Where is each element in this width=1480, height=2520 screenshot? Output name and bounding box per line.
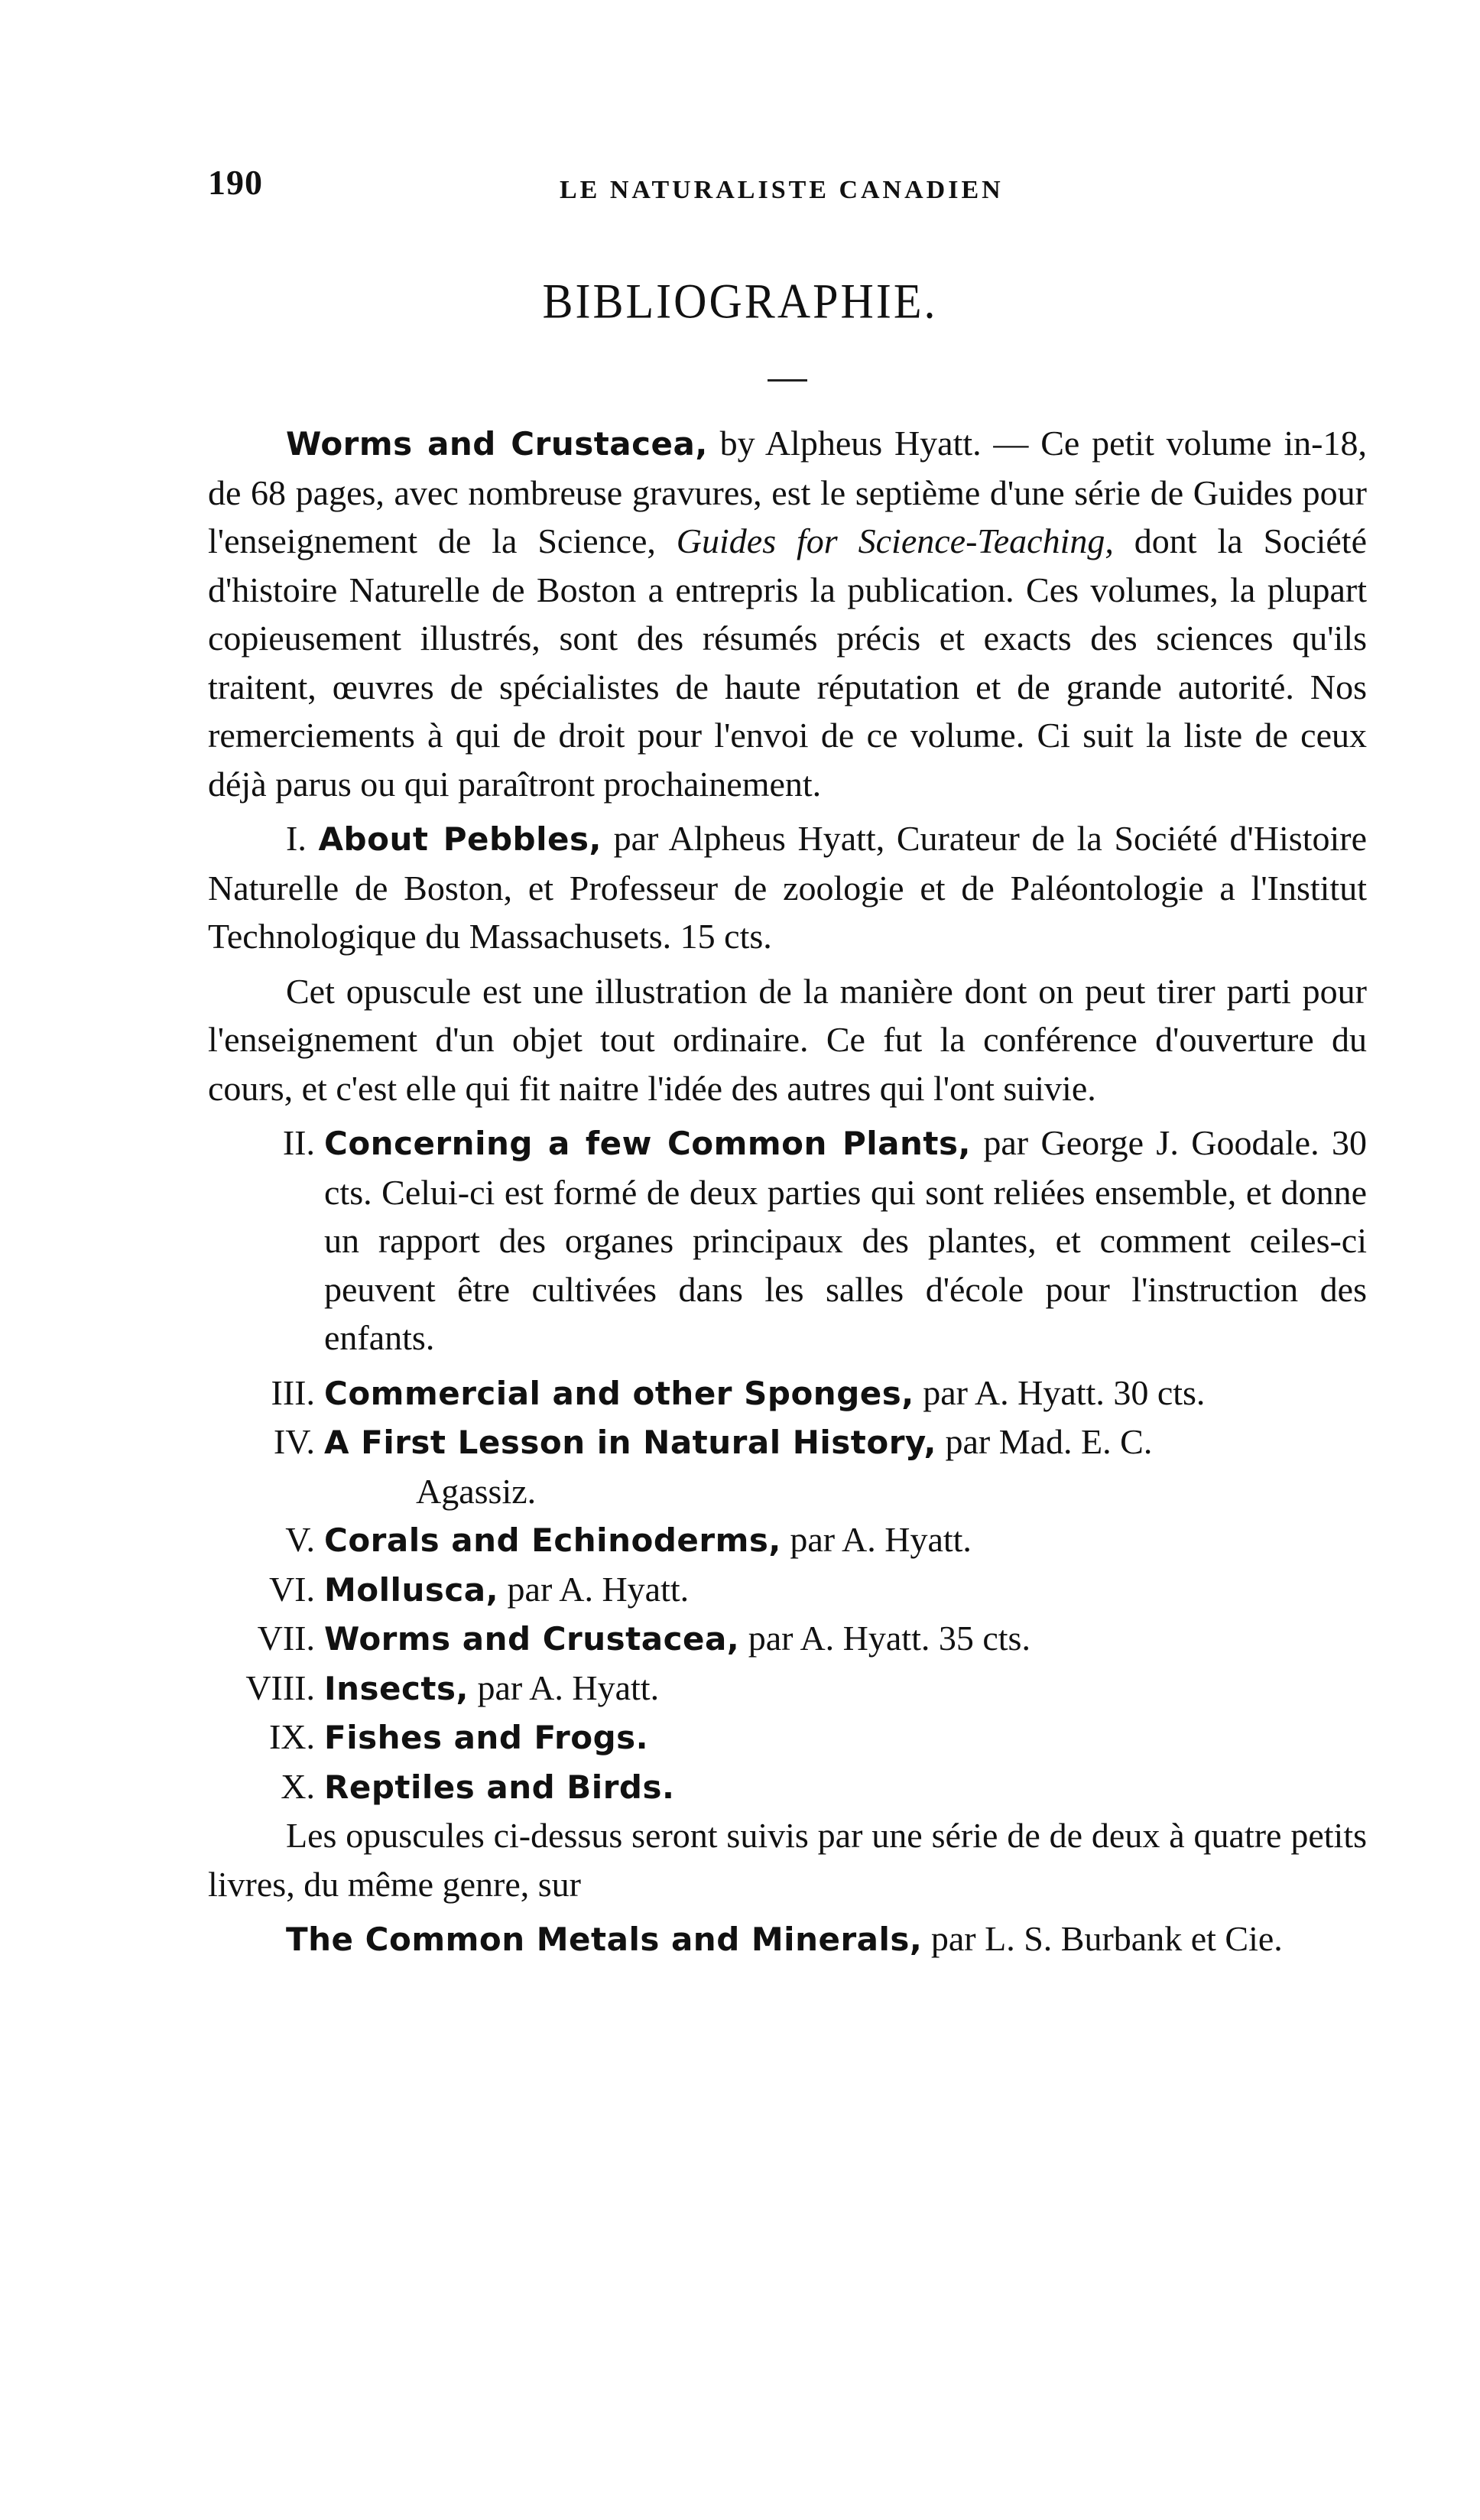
page-number: 190	[208, 163, 263, 202]
list-item-title: About Pebbles,	[318, 820, 602, 858]
list-item-text: par George J. Goodale. 30 cts. Celui-ci est formé de deux parties qui sont reliées ensemble, et donne un rapport des organes principaux des plantes, et comment ceiles-ci peuvent être cultivées dans les salles d'école pour l'instruction des enfants.	[324, 1123, 1367, 1357]
list-item-7	[208, 1614, 1367, 1664]
final-entry-title: The Common Metals and Minerals,	[286, 1921, 923, 1958]
list-item-9	[208, 1713, 1367, 1762]
list-item-text: par A. Hyatt. 35 cts.	[739, 1619, 1030, 1658]
list-item-number: V.	[285, 1520, 315, 1559]
list-item-number: VI.	[268, 1569, 315, 1609]
final-entry-text: par L. S. Burbank et Cie.	[922, 1919, 1283, 1958]
list-item-text: par Alpheus Hyatt, Curateur de la Société d'Histoire Naturelle de Boston, et Professeur de zoologie et de Paléontologie a l'Institut Technologique du Massachusets. 15 cts.	[208, 819, 1368, 956]
list-item-10	[208, 1762, 1367, 1812]
list-item-title: Worms and Crustacea,	[324, 1620, 740, 1658]
list-item-title: Corals and Echinoderms,	[324, 1521, 781, 1559]
list-item-title: Concerning a few Common Plants,	[324, 1125, 971, 1162]
list-item-title: Reptiles and Birds.	[324, 1768, 675, 1806]
list-item-title: Insects,	[324, 1669, 469, 1707]
list-item-6	[208, 1565, 1367, 1615]
final-entry	[208, 1914, 1367, 1964]
list-item-text: par Mad. E. C.	[936, 1422, 1153, 1461]
intro-italic: Guides for Science-Teaching,	[676, 521, 1114, 560]
intro-title: Worms and Crustacea,	[286, 425, 708, 463]
section-title: BIBLIOGRAPHIE.	[542, 274, 938, 329]
list-item-number: IX.	[268, 1717, 315, 1756]
list-item-text: par A. Hyatt.	[498, 1569, 690, 1609]
list-item-text: par A. Hyatt.	[781, 1520, 972, 1559]
article-body	[208, 419, 1367, 1964]
list-item-number: II.	[282, 1123, 315, 1162]
list-item-number: III.	[271, 1372, 315, 1412]
list-item-5	[208, 1515, 1367, 1565]
intro-text-1: by Alpheus Hyatt. — Ce petit volume in-18, de 68 pages, avec nombreuse gravures, est le septième d'une série de Guides pour l'enseignement de la Science,	[208, 424, 1367, 560]
intro-paragraph	[208, 419, 1367, 808]
list-item-title: Fishes and Frogs.	[324, 1719, 649, 1756]
closing-paragraph: Les opuscules ci-dessus seront suivis par une série de de deux à quatre petits livres, du même genre, sur	[208, 1816, 1367, 1904]
list-item-number: I.	[286, 819, 307, 858]
list-item-title: A First Lesson in Natural History,	[324, 1424, 936, 1461]
list-item-number: VIII.	[245, 1668, 315, 1707]
list-item-number: VII.	[257, 1619, 315, 1658]
list-item-8	[208, 1664, 1367, 1713]
pebbles-note: Cet opuscule est une illustration de la manière dont on peut tirer parti pour l'enseignement d'un objet tout ordinaire. Ce fut la conférence d'ouverture du cours, et c'est elle qui fit naitre l'idée des autres qui l'ont suivie.	[208, 971, 1367, 1108]
list-item-number: X.	[281, 1766, 315, 1806]
list-item-2	[208, 1119, 1367, 1362]
list-item-text: par A. Hyatt.	[468, 1668, 660, 1707]
list-item-title: Commercial and other Sponges,	[324, 1374, 914, 1412]
list-item-title: Mollusca,	[324, 1570, 499, 1609]
list-item-4-continuation: Agassiz.	[416, 1471, 537, 1511]
title-rule	[768, 379, 807, 382]
list-item-4	[208, 1418, 1367, 1467]
list-item-number: IV.	[273, 1422, 315, 1461]
page-header	[208, 162, 1385, 208]
list-item-1	[208, 814, 1367, 961]
intro-text-2: dont la Société d'histoire Naturelle de Boston a entrepris la publication. Ces volumes, la plupart copieusement illustrés, sont des résumés précis et exacts des sciences qu'ils traitent, œuvres de spécialistes de haute réputation et de grande autorité. Nos remerciements à qui de droit pour l'envoi de ce volume. Ci suit la liste de ceux déjà parus ou qui paraîtront prochainement.	[208, 521, 1367, 804]
list-item-text: par A. Hyatt. 30 cts.	[914, 1372, 1206, 1412]
running-title: LE NATURALISTE CANADIEN	[560, 176, 1004, 204]
list-item-3	[208, 1369, 1367, 1418]
